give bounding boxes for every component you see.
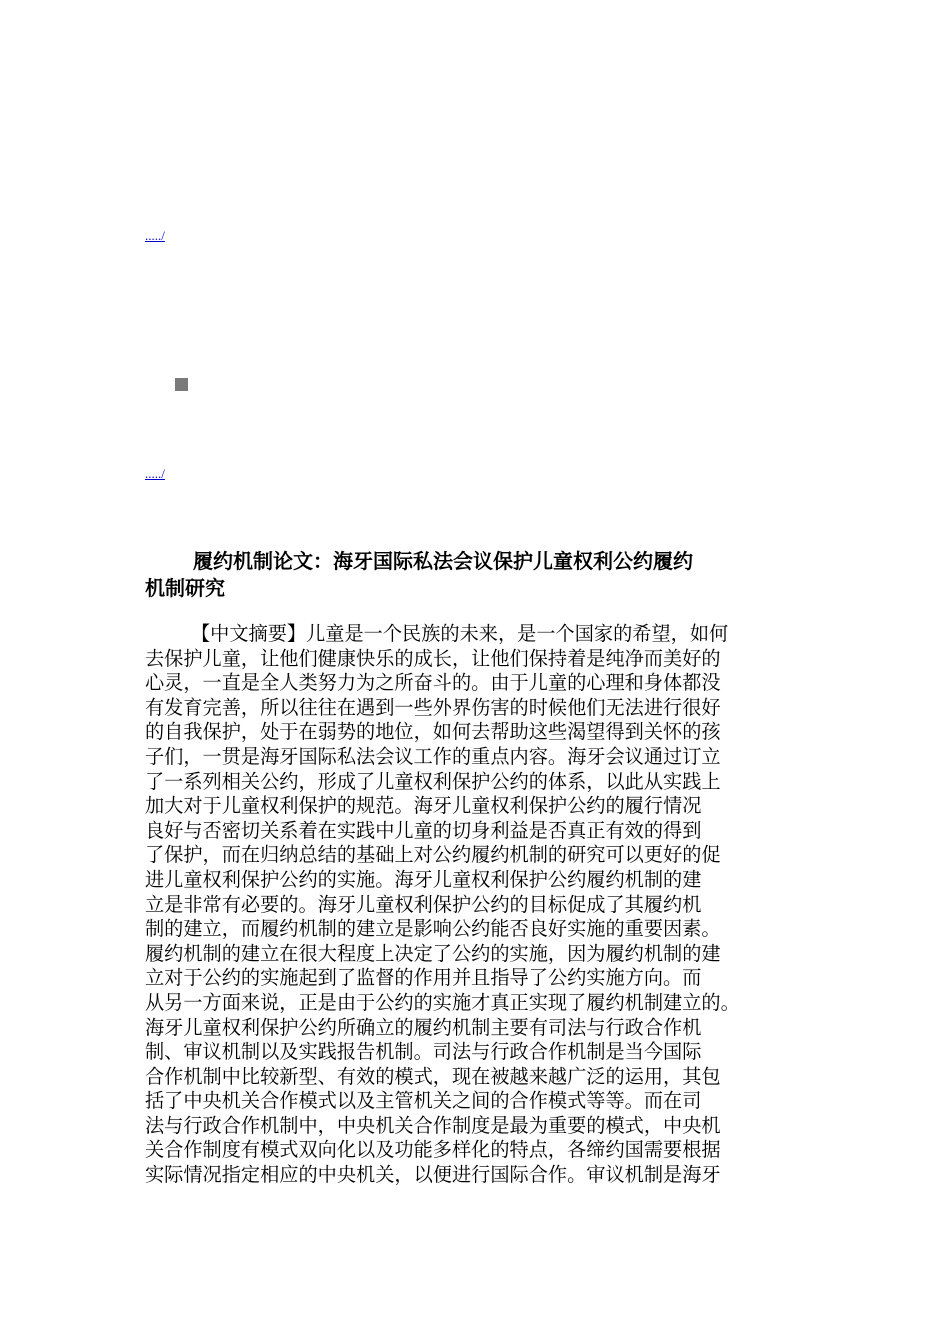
abstract-line: 子们，一贯是海牙国际私法会议工作的重点内容。海牙会议通过订立 bbox=[145, 744, 721, 768]
abstract-line: 制的建立，而履约机制的建立是影响公约能否良好实施的重要因素。 bbox=[145, 917, 721, 941]
abstract-line: 进儿童权利保护公约的实施。海牙儿童权利保护公约履约机制的建 bbox=[145, 867, 702, 891]
abstract-line: 良好与否密切关系着在实践中儿童的切身利益是否真正有效的得到 bbox=[145, 818, 702, 842]
abstract-line: 立对于公约的实施起到了监督的作用并且指导了公约实施方向。而 bbox=[145, 966, 702, 990]
bullet-square bbox=[175, 378, 188, 391]
link-top[interactable]: ...../ bbox=[145, 228, 165, 243]
abstract-line: 有发育完善，所以往往在遇到一些外界伤害的时候他们无法进行很好 bbox=[145, 695, 721, 719]
abstract-line: 加大对于儿童权利保护的规范。海牙儿童权利保护公约的履行情况 bbox=[145, 794, 702, 818]
abstract-line: 括了中央机关合作模式以及主管机关之间的合作模式等等。而在司 bbox=[145, 1089, 702, 1113]
abstract-line: 了一系列相关公约，形成了儿童权利保护公约的体系，以此从实践上 bbox=[145, 769, 721, 793]
abstract-line: 立是非常有必要的。海牙儿童权利保护公约的目标促成了其履约机 bbox=[145, 892, 702, 916]
abstract-line: 制、审议机制以及实践报告机制。司法与行政合作机制是当今国际 bbox=[145, 1040, 702, 1064]
document-title bbox=[145, 548, 805, 602]
abstract-line: 合作机制中比较新型、有效的模式，现在被越来越广泛的运用，其包 bbox=[145, 1064, 721, 1088]
link-bottom[interactable]: ...../ bbox=[145, 466, 165, 481]
abstract-line: 心灵，一直是全人类努力为之所奋斗的。由于儿童的心理和身体都没 bbox=[145, 671, 721, 695]
title-line-2: 机制研究 bbox=[145, 576, 225, 600]
abstract-line: 去保护儿童，让他们健康快乐的成长，让他们保持着是纯净而美好的 bbox=[145, 646, 721, 670]
abstract-line: 从另一方面来说，正是由于公约的实施才真正实现了履约机制建立的。 bbox=[145, 990, 740, 1014]
abstract-line: 了保护，而在归纳总结的基础上对公约履约机制的研究可以更好的促 bbox=[145, 843, 721, 867]
abstract-line: 海牙儿童权利保护公约所确立的履约机制主要有司法与行政合作机 bbox=[145, 1015, 702, 1039]
abstract-line: 关合作制度有模式双向化以及功能多样化的特点，各缔约国需要根据 bbox=[145, 1138, 721, 1162]
abstract-line: 实际情况指定相应的中央机关，以便进行国际合作。审议机制是海牙 bbox=[145, 1163, 721, 1187]
abstract-line: 【中文摘要】儿童是一个民族的未来，是一个国家的希望，如何 bbox=[191, 622, 729, 645]
abstract-line: 履约机制的建立在很大程度上决定了公约的实施，因为履约机制的建 bbox=[145, 941, 721, 965]
abstract-line: 的自我保护，处于在弱势的地位，如何去帮助这些渴望得到关怀的孩 bbox=[145, 720, 721, 744]
abstract-line: 法与行政合作机制中，中央机关合作制度是最为重要的模式，中央机 bbox=[145, 1113, 721, 1137]
abstract-paragraph bbox=[145, 622, 825, 1188]
title-line-1: 履约机制论文：海牙国际私法会议保护儿童权利公约履约 bbox=[193, 549, 693, 573]
